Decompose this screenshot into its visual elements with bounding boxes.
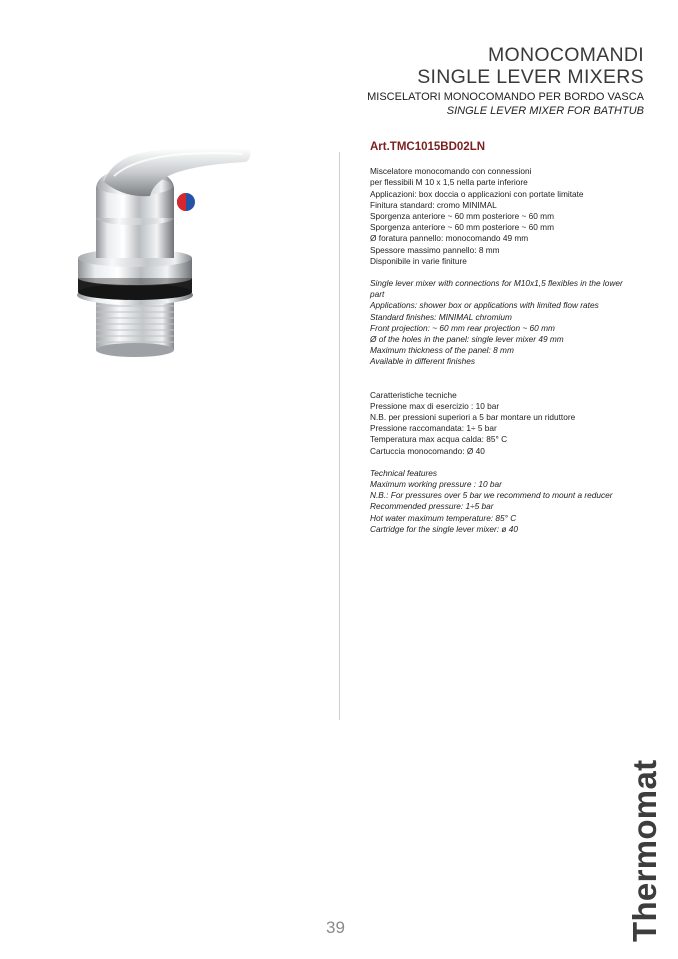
- technical-english: [370, 468, 650, 535]
- subtitle-it: MISCELATORI MONOCOMANDO PER BORDO VASCA: [367, 91, 644, 103]
- tech-en-line: Technical features: [370, 467, 438, 478]
- tech-en-line: Hot water maximum temperature: 85° C: [370, 512, 517, 523]
- brand-logo-text: Thermomat: [626, 759, 663, 942]
- brand-logo: [626, 759, 663, 942]
- product-description: [370, 142, 650, 546]
- tech-en-line: Maximum working pressure : 10 bar: [370, 479, 502, 490]
- desc-en-line: part: [370, 289, 385, 300]
- desc-en-line: Single lever mixer with connections for M10x1,5 flexibles in the lower: [370, 278, 623, 289]
- desc-it-line: Sporgenza anteriore ~ 60 mm posteriore ~ 60 mm: [370, 222, 555, 233]
- desc-it-line: Miscelatore monocomando con connessioni: [370, 166, 532, 177]
- desc-en-line: Maximum thickness of the panel: 8 mm: [370, 345, 514, 356]
- tech-it-line: Pressione raccomandata: 1÷ 5 bar: [370, 423, 497, 434]
- desc-it-line: Finitura standard: cromo MINIMAL: [370, 199, 497, 210]
- desc-it-line: Applicazioni: box doccia o applicazioni con portate limitate: [370, 188, 584, 199]
- desc-en-line: Standard finishes: MINIMAL chromium: [370, 311, 512, 322]
- desc-en-line: Ø of the holes in the panel: single lever mixer 49 mm: [370, 334, 564, 345]
- desc-it-line: Ø foratura pannello: monocomando 49 mm: [370, 233, 529, 244]
- tech-it-line: Cartuccia monocomando: Ø 40: [370, 445, 485, 456]
- article-code: Art.TMC1015BD02LN: [370, 141, 486, 153]
- section-title-it: MONOCOMANDI: [487, 44, 644, 66]
- technical-italian: [370, 390, 650, 457]
- tech-it-line: Pressione max di esercizio : 10 bar: [370, 400, 500, 411]
- tech-en-line: N.B.: For pressures over 5 bar we recommend to mount a reducer: [370, 490, 613, 501]
- desc-it-line: Spessore massimo pannello: 8 mm: [370, 244, 500, 255]
- tech-it-line: Temperatura max acqua calda: 85° C: [370, 434, 508, 445]
- desc-it-line: Disponibile in varie finiture: [370, 255, 467, 266]
- desc-it-line: per flessibili M 10 x 1,5 nella parte inferiore: [370, 177, 528, 188]
- hot-indicator: [177, 193, 186, 211]
- subtitle-en: SINGLE LEVER MIXER FOR BATHTUB: [446, 105, 644, 117]
- tech-en-line: Cartridge for the single lever mixer: ø 40: [370, 523, 519, 534]
- tech-it-line: Caratteristiche tecniche: [370, 389, 457, 400]
- description-italian: [370, 166, 650, 267]
- mixer-product-image: [74, 138, 274, 368]
- desc-it-line: Sporgenza anteriore ~ 60 mm posteriore ~ 60 mm: [370, 211, 555, 222]
- desc-en-line: Available in different finishes: [370, 356, 476, 367]
- page-number: 39: [326, 918, 345, 937]
- tech-it-line: N.B. per pressioni superiori a 5 bar montare un riduttore: [370, 412, 576, 423]
- description-english: [370, 278, 650, 368]
- tech-en-line: Recommended pressure: 1÷5 bar: [370, 501, 494, 512]
- page-header: [367, 44, 644, 118]
- section-title-en: SINGLE LEVER MIXERS: [417, 66, 644, 88]
- column-divider: [339, 152, 340, 720]
- desc-en-line: Applications: shower box or applications with limited flow rates: [370, 300, 599, 311]
- desc-en-line: Front projection: ~ 60 mm rear projection ~ 60 mm: [370, 322, 555, 333]
